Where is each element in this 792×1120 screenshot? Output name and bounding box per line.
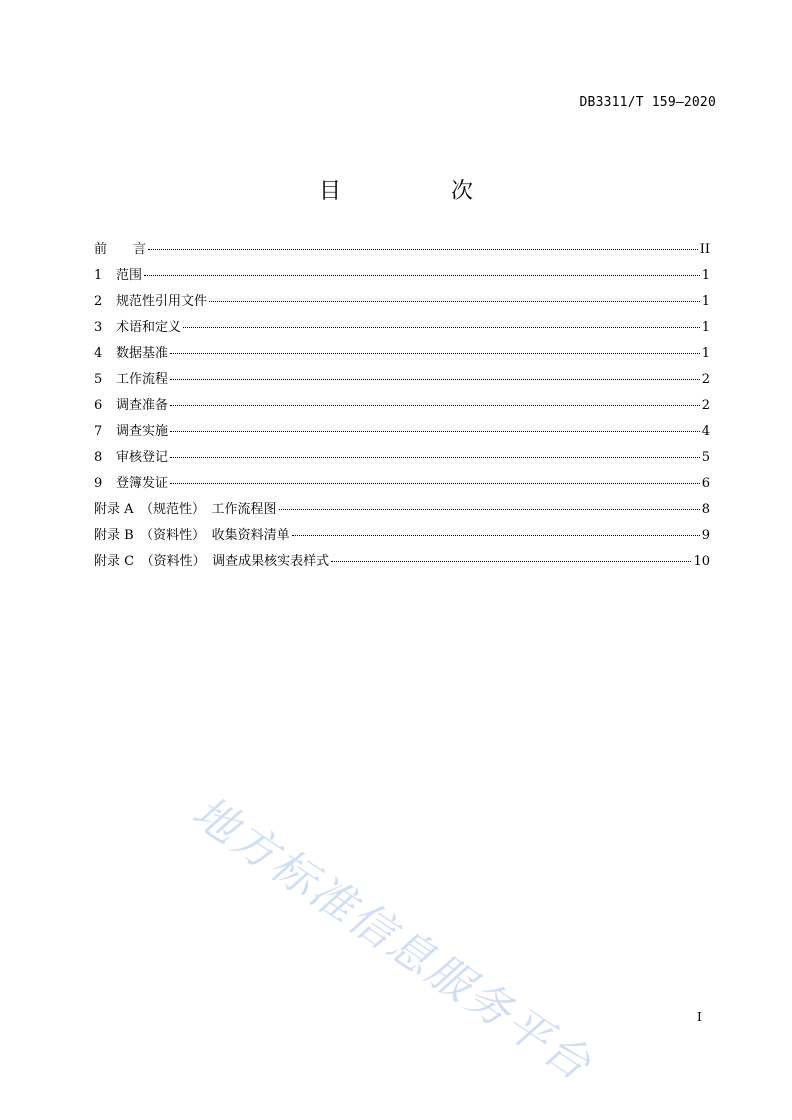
toc-entry-9[interactable] bbox=[94, 472, 710, 498]
toc-entry-page: 6 bbox=[701, 476, 710, 491]
toc-entry-label: 工作流程 bbox=[116, 372, 169, 387]
toc-entry-page: 1 bbox=[701, 294, 710, 309]
dot-leader bbox=[170, 457, 700, 458]
dot-leader bbox=[148, 249, 698, 250]
dot-leader bbox=[292, 535, 700, 536]
toc-entry-label: 登簿发证 bbox=[116, 476, 169, 491]
dot-leader bbox=[209, 301, 700, 302]
toc-entry-page: 2 bbox=[701, 398, 710, 413]
dot-leader bbox=[279, 509, 700, 510]
document-code: DB3311/T 159—2020 bbox=[579, 95, 716, 110]
toc-entry-preface[interactable] bbox=[94, 238, 710, 264]
toc-entry-page: 8 bbox=[701, 502, 710, 517]
toc-entry-page: 2 bbox=[701, 372, 710, 387]
toc-entry-number: 3 bbox=[94, 320, 103, 335]
toc-entry-label: 数据基准 bbox=[116, 346, 169, 361]
toc-entry-1[interactable] bbox=[94, 264, 710, 290]
toc-entry-label: 附录 A （规范性） 工作流程图 bbox=[94, 502, 277, 517]
toc-entry-number: 8 bbox=[94, 450, 103, 465]
toc-entry-label: 术语和定义 bbox=[116, 320, 182, 335]
toc-entry-number: 1 bbox=[94, 268, 103, 283]
dot-leader bbox=[170, 353, 700, 354]
toc-entry-6[interactable] bbox=[94, 394, 710, 420]
toc-entry-page: 1 bbox=[701, 268, 710, 283]
dot-leader bbox=[170, 379, 700, 380]
toc-entry-page: 5 bbox=[701, 450, 710, 465]
toc-entry-label: 审核登记 bbox=[116, 450, 169, 465]
toc-entry-appendix-b[interactable] bbox=[94, 524, 710, 550]
dot-leader bbox=[170, 431, 700, 432]
dot-leader bbox=[144, 275, 700, 276]
dot-leader bbox=[183, 327, 700, 328]
toc-entry-8[interactable] bbox=[94, 446, 710, 472]
toc-entry-number: 4 bbox=[94, 346, 103, 361]
table-of-contents bbox=[94, 238, 710, 576]
page-number: I bbox=[697, 1010, 702, 1024]
toc-entry-2[interactable] bbox=[94, 290, 710, 316]
toc-entry-label: 附录 B （资料性） 收集资料清单 bbox=[94, 528, 290, 543]
toc-entry-3[interactable] bbox=[94, 316, 710, 342]
toc-entry-label: 调查实施 bbox=[116, 424, 169, 439]
dot-leader bbox=[170, 405, 700, 406]
toc-entry-page: 10 bbox=[693, 554, 710, 569]
dot-leader bbox=[170, 483, 700, 484]
toc-entry-7[interactable] bbox=[94, 420, 710, 446]
toc-entry-page: 9 bbox=[701, 528, 710, 543]
toc-entry-label: 范围 bbox=[116, 268, 143, 283]
page-title: 目 次 bbox=[318, 179, 517, 204]
toc-entry-4[interactable] bbox=[94, 342, 710, 368]
toc-entry-label: 前 言 bbox=[94, 242, 147, 257]
toc-entry-appendix-a[interactable] bbox=[94, 498, 710, 524]
dot-leader bbox=[331, 561, 691, 562]
toc-entry-page: 4 bbox=[701, 424, 710, 439]
toc-entry-label: 调查准备 bbox=[116, 398, 169, 413]
toc-entry-page: II bbox=[699, 242, 710, 257]
toc-entry-label: 附录 C （资料性） 调查成果核实表样式 bbox=[94, 554, 330, 569]
toc-entry-number: 5 bbox=[94, 372, 103, 387]
toc-entry-number: 2 bbox=[94, 294, 103, 309]
toc-entry-page: 1 bbox=[701, 320, 710, 335]
toc-entry-label: 规范性引用文件 bbox=[116, 294, 208, 309]
toc-entry-number: 7 bbox=[94, 424, 103, 439]
toc-entry-number: 6 bbox=[94, 398, 103, 413]
toc-entry-5[interactable] bbox=[94, 368, 710, 394]
watermark: 地方标准信息服务平台 bbox=[183, 786, 602, 1092]
toc-entry-number: 9 bbox=[94, 476, 103, 491]
toc-entry-appendix-c[interactable] bbox=[94, 550, 710, 576]
toc-entry-page: 1 bbox=[701, 346, 710, 361]
